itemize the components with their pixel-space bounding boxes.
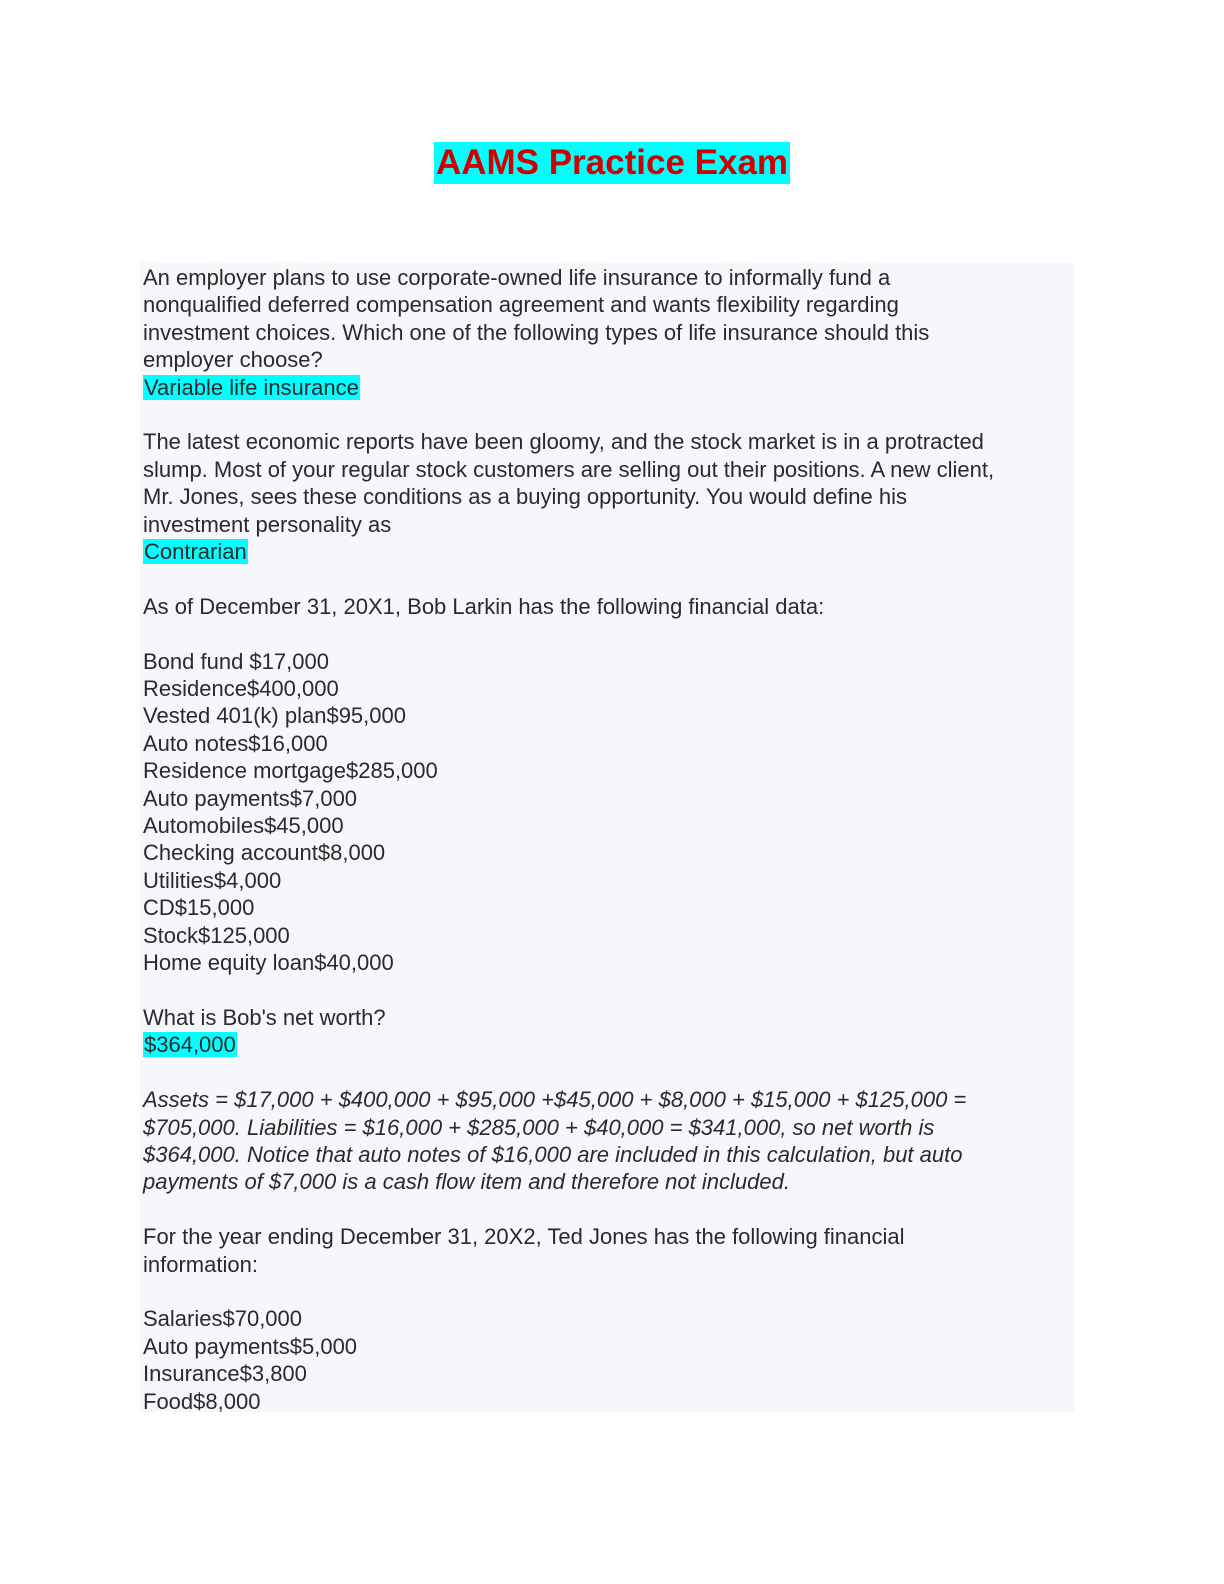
spacer (143, 1278, 1074, 1305)
list-item: CD$15,000 (143, 895, 255, 921)
list-item: Utilities$4,000 (143, 867, 282, 893)
question-text-line: nonqualified deferred compensation agreement and wants flexibility regarding (143, 292, 899, 318)
question-text-line: Mr. Jones, sees these conditions as a buying opportunity. You would define his (143, 484, 907, 510)
spacer (143, 565, 1074, 592)
list-item: Auto payments$5,000 (143, 1333, 358, 1359)
financial-data-list (143, 648, 1074, 977)
list-item: Insurance$3,800 (143, 1361, 307, 1387)
answer-line (143, 1031, 1074, 1058)
answer-highlight: $364,000 (144, 1032, 236, 1058)
list-item: Vested 401(k) plan$95,000 (143, 703, 406, 729)
list-item: Bond fund $17,000 (143, 648, 329, 674)
question-1 (143, 264, 1074, 401)
question-intro: information: (143, 1251, 258, 1277)
question-text-line: An employer plans to use corporate-owned life insurance to informally fund a (143, 265, 891, 290)
answer-line (143, 374, 1074, 401)
explanation-line: $705,000. Liabilities = $16,000 + $285,000 + $40,000 = $341,000, so net worth is (143, 1114, 935, 1140)
answer-highlight: Variable life insurance (144, 374, 359, 400)
question-text-line: investment personality as (143, 511, 392, 537)
answer-explanation (143, 1086, 1074, 1196)
answer-line (143, 538, 1074, 565)
list-item: Automobiles$45,000 (143, 813, 344, 839)
question-text-line: slump. Most of your regular stock customers are selling out their positions. A new client, (143, 456, 995, 482)
title-container (0, 142, 1224, 184)
explanation-line: $364,000. Notice that auto notes of $16,000 are included in this calculation, but auto (143, 1141, 963, 1167)
explanation-line: Assets = $17,000 + $400,000 + $95,000 +$45,000 + $8,000 + $15,000 + $125,000 = (143, 1087, 967, 1113)
spacer (143, 620, 1074, 647)
question-3 (143, 593, 1074, 1196)
list-item: Auto payments$7,000 (143, 785, 358, 811)
list-item: Food$8,000 (143, 1388, 261, 1414)
answer-highlight: Contrarian (144, 539, 247, 565)
question-text-line: employer choose? (143, 347, 323, 373)
question-text-line: What is Bob's net worth? (143, 1004, 386, 1030)
list-item: Residence mortgage$285,000 (143, 758, 438, 784)
list-item: Salaries$70,000 (143, 1306, 303, 1332)
financial-data-list (143, 1305, 1074, 1415)
question-intro: For the year ending December 31, 20X2, Ted Jones has the following financial (143, 1224, 905, 1250)
list-item: Residence$400,000 (143, 676, 339, 702)
spacer (143, 401, 1074, 428)
question-text-line: The latest economic reports have been gloomy, and the stock market is in a protracted (143, 429, 984, 455)
list-item: Checking account$8,000 (143, 840, 386, 866)
question-4 (143, 1223, 1074, 1415)
question-text-line: investment choices. Which one of the following types of life insurance should this (143, 319, 930, 345)
spacer (143, 1196, 1074, 1223)
list-item: Home equity loan$40,000 (143, 950, 394, 976)
list-item: Auto notes$16,000 (143, 730, 328, 756)
spacer (143, 1059, 1074, 1086)
list-item: Stock$125,000 (143, 922, 290, 948)
explanation-line: payments of $7,000 is a cash flow item and therefore not included. (143, 1169, 790, 1195)
question-2 (143, 428, 1074, 565)
page-title: AAMS Practice Exam (435, 143, 789, 182)
spacer (143, 977, 1074, 1004)
document-body (140, 262, 1074, 1412)
question-intro: As of December 31, 20X1, Bob Larkin has the following financial data: (143, 593, 825, 619)
